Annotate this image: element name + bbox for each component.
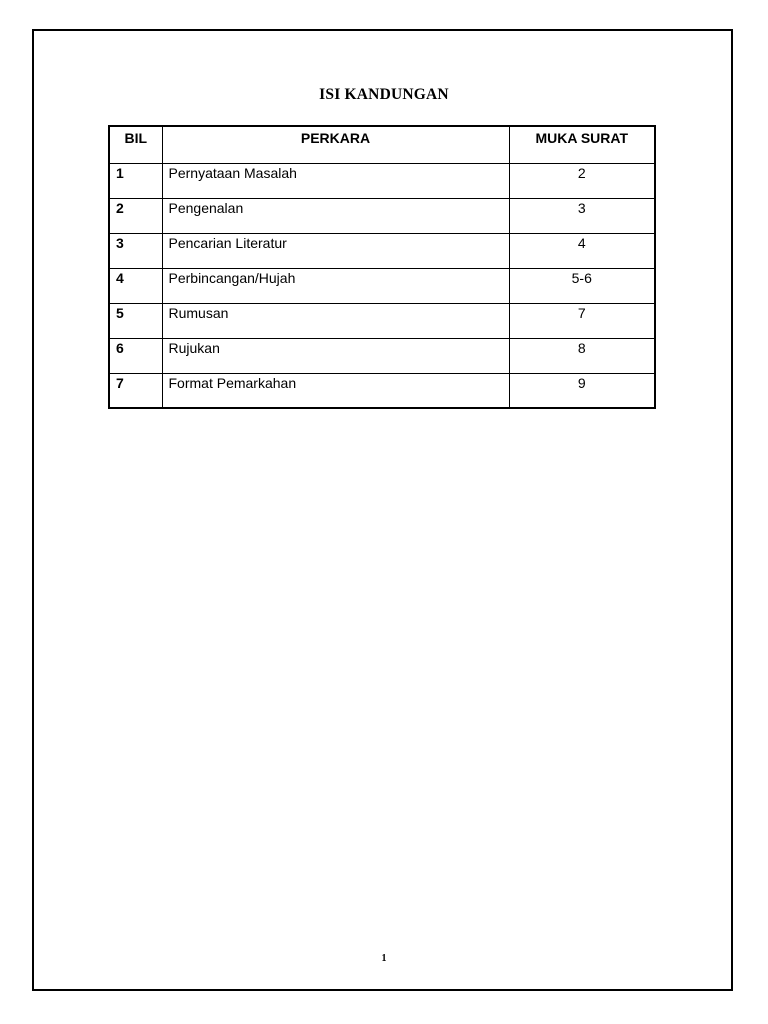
row-bil: 6 [109, 338, 162, 373]
row-perkara: Rumusan [162, 303, 509, 338]
row-bil: 3 [109, 233, 162, 268]
row-perkara: Format Pemarkahan [162, 373, 509, 408]
row-perkara: Perbincangan/Hujah [162, 268, 509, 303]
row-muka-surat: 8 [509, 338, 655, 373]
table-row [109, 338, 655, 373]
table-header-row [109, 126, 655, 163]
row-bil: 5 [109, 303, 162, 338]
header-bil: BIL [109, 126, 162, 163]
page-title: ISI KANDUNGAN [319, 86, 449, 103]
row-muka-surat: 4 [509, 233, 655, 268]
row-perkara: Pengenalan [162, 198, 509, 233]
row-perkara: Pencarian Literatur [162, 233, 509, 268]
row-bil: 4 [109, 268, 162, 303]
header-perkara: PERKARA [162, 126, 509, 163]
row-bil: 2 [109, 198, 162, 233]
table-row [109, 198, 655, 233]
table-row [109, 373, 655, 408]
table-row [109, 268, 655, 303]
header-muka-surat: MUKA SURAT [509, 126, 655, 163]
page-number: 1 [381, 953, 387, 964]
row-muka-surat: 3 [509, 198, 655, 233]
row-muka-surat: 5-6 [509, 268, 655, 303]
table-of-contents [108, 125, 656, 409]
row-perkara: Rujukan [162, 338, 509, 373]
row-muka-surat: 2 [509, 163, 655, 198]
row-muka-surat: 9 [509, 373, 655, 408]
row-bil: 1 [109, 163, 162, 198]
row-muka-surat: 7 [509, 303, 655, 338]
table-row [109, 233, 655, 268]
table-row [109, 303, 655, 338]
row-perkara: Pernyataan Masalah [162, 163, 509, 198]
table-row [109, 163, 655, 198]
row-bil: 7 [109, 373, 162, 408]
